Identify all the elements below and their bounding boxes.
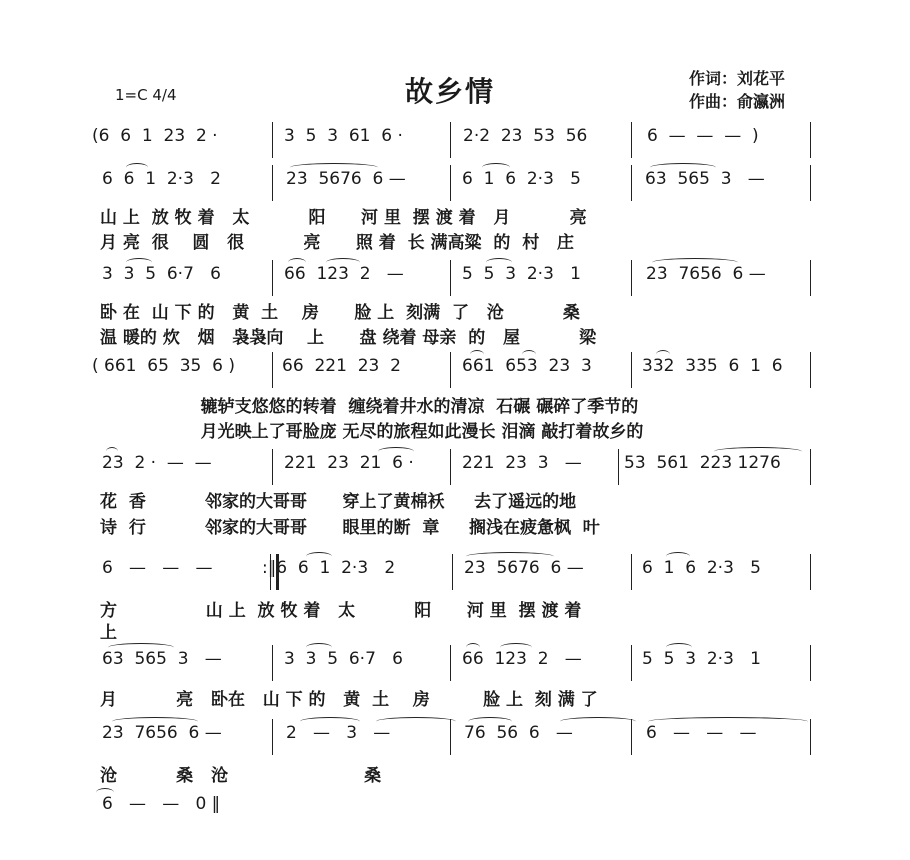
lyric-verse-2: 月 亮 很 圆 很 亮 照 着 长 满高粱 的 村 庄 — [100, 233, 574, 253]
lyric-verse-2: 诗 行 邻家的大哥哥 眼里的断 章 搁浅在疲惫枫 叶 — [100, 518, 600, 538]
barline — [810, 449, 811, 485]
lyric-verse-1: 方 山 上 放 牧 着 太 阳 河 里 摆 渡 着 — [100, 601, 582, 621]
barline — [810, 352, 811, 388]
barline — [450, 165, 451, 201]
lyric-verse-1: 月 亮 卧在 山 下 的 黄 土 房 脸 上 刻 满 了 — [100, 690, 598, 710]
barline — [810, 645, 811, 681]
barline — [631, 645, 632, 681]
measure: 23 5676 6 — — [464, 558, 584, 578]
barline — [452, 554, 453, 590]
measure: 76 56 6 — — [464, 723, 573, 743]
measure: 661 653 23 3 — [462, 356, 592, 376]
barline — [450, 645, 451, 681]
measure: 3 3 5 6·7 6 — [284, 649, 403, 669]
composer-credit: 作曲：俞瀛洲 — [689, 92, 786, 111]
barline — [272, 449, 273, 485]
barline — [450, 719, 451, 755]
barline — [631, 352, 632, 388]
lyric-verse-2: 月光映上了哥脸庞 无尽的旅程如此漫长 泪滴 敲打着故乡的 — [100, 422, 644, 442]
measure: 6 1 6 2·3 5 — [462, 169, 581, 189]
barline — [450, 260, 451, 296]
credits — [689, 67, 785, 113]
measure: 2 — 3 — — [286, 723, 391, 743]
notes-line — [90, 163, 820, 203]
barline — [450, 449, 451, 485]
measure: 6 6 1 2·3 2 — [102, 169, 221, 189]
barline — [450, 122, 451, 158]
measure: 23 7656 6 — — [646, 264, 766, 284]
barline — [272, 260, 273, 296]
notes-line — [90, 643, 820, 683]
barline — [810, 554, 811, 590]
barline — [631, 260, 632, 296]
measure: 221 23 21 6 · — [284, 453, 414, 473]
measure: 66 123 2 — — [462, 649, 582, 669]
measure: 53 561 223 1276 — [624, 453, 781, 473]
measure: (6 6 1 23 2 · — [92, 126, 218, 146]
barline — [810, 165, 811, 201]
measure: 332 335 6 1 6 — [642, 356, 783, 376]
measure: 63 565 3 — — [102, 649, 222, 669]
barline — [631, 554, 632, 590]
measure: 23 7656 6 — — [102, 723, 222, 743]
barline — [272, 352, 273, 388]
barline — [810, 260, 811, 296]
barline — [272, 165, 273, 201]
measure: :‖6 6 1 2·3 2 — [262, 558, 396, 578]
measure: 6 — — — — [102, 558, 213, 578]
lyric-verse-1: 山 上 放 牧 着 太 阳 河 里 摆 渡 着 月 亮 — [100, 208, 587, 228]
measure: 66 221 23 2 — [282, 356, 401, 376]
measure: 66 123 2 — — [284, 264, 404, 284]
measure: ( 661 65 35 6 ) — [92, 356, 236, 376]
barline — [618, 449, 619, 485]
barline — [272, 645, 273, 681]
barline — [450, 352, 451, 388]
lyric-verse-1: 沧 桑 沧 桑 — [100, 766, 382, 786]
key-time-signature: 1=C 4/4 — [115, 86, 177, 104]
barline — [631, 719, 632, 755]
measure: 6 — — — ) — [647, 126, 759, 146]
measure: 23 2 · — — — [102, 453, 212, 473]
notes-line — [90, 447, 820, 487]
barline — [272, 719, 273, 755]
measure: 63 565 3 — — [645, 169, 765, 189]
lyric-verse-2: 上 — [100, 623, 117, 643]
measure: 6 — — 0 ‖ — [102, 794, 221, 814]
measure: 3 5 3 61 6 · — [284, 126, 403, 146]
measure: 6 1 6 2·3 5 — [642, 558, 761, 578]
barline — [631, 122, 632, 158]
lyric-verse-2: 温 暖的 炊 烟 袅袅向 上 盘 绕着 母亲 的 屋 梁 — [100, 328, 597, 348]
lyricist-credit: 作词：刘花平 — [689, 69, 786, 88]
lyric-verse-1: 辘轳支悠悠的转着 缠绕着井水的清凉 石碾 碾碎了季节的 — [100, 397, 639, 417]
measure: 5 5 3 2·3 1 — [462, 264, 581, 284]
notes-line — [90, 717, 820, 757]
lyric-verse-1: 卧 在 山 下 的 黄 土 房 脸 上 刻满 了 沧 桑 — [100, 303, 580, 323]
notes-line — [90, 120, 820, 160]
notes-line — [90, 552, 820, 592]
notes-line — [90, 788, 820, 828]
measure: 5 5 3 2·3 1 — [642, 649, 761, 669]
barline — [810, 719, 811, 755]
notes-line — [90, 258, 820, 298]
barline — [810, 122, 811, 158]
measure: 3 3 5 6·7 6 — [102, 264, 221, 284]
measure: 23 5676 6 — — [286, 169, 406, 189]
lyric-verse-1: 花 香 邻家的大哥哥 穿上了黄棉袄 去了遥远的地 — [100, 492, 577, 512]
measure: 6 — — — — [646, 723, 757, 743]
barline — [272, 122, 273, 158]
barline — [631, 165, 632, 201]
song-title: 故乡情 — [405, 75, 496, 108]
measure: 2·2 23 53 56 — [463, 126, 588, 146]
notes-line — [90, 350, 820, 390]
measure: 221 23 3 — — [462, 453, 582, 473]
